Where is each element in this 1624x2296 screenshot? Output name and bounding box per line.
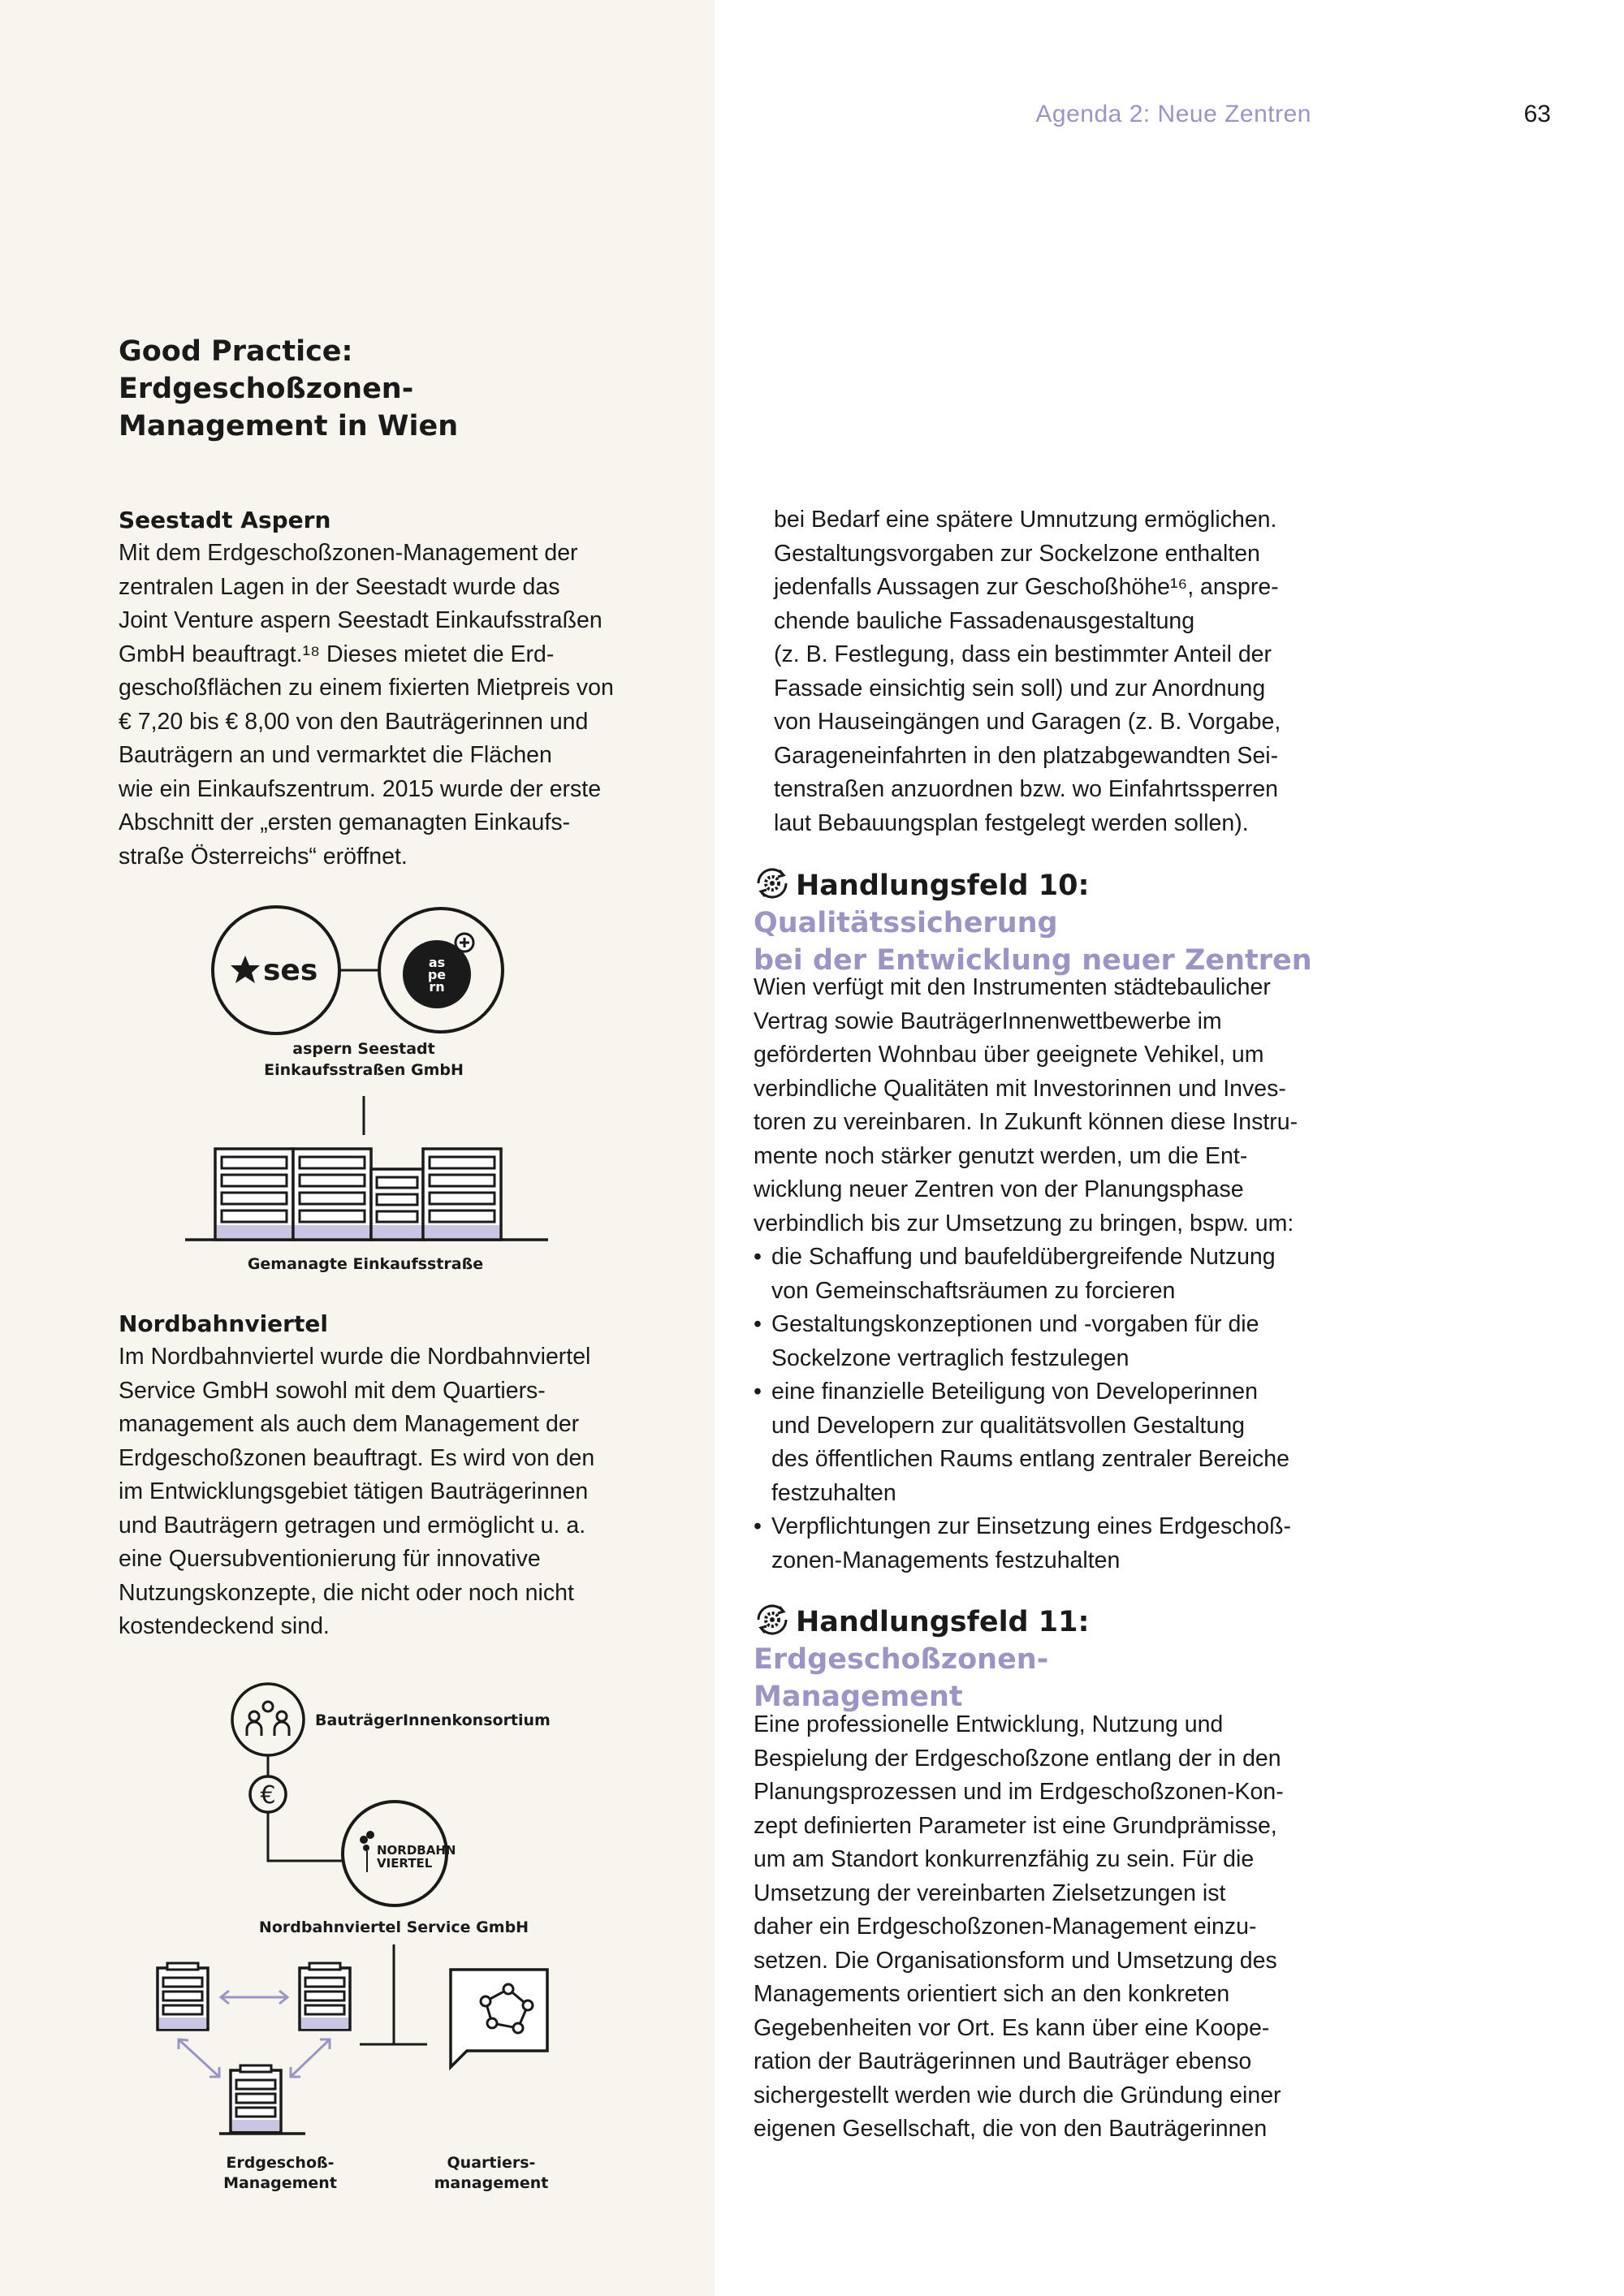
building-icon (371, 1169, 423, 1240)
text-line: von Gemeinschaftsräumen zu forcieren (771, 1277, 1176, 1304)
people-group-icon (247, 1702, 289, 1736)
text-line: Joint Venture aspern Seestadt Einkaufsstraßen (119, 607, 603, 633)
text-line: Umsetzung der vereinbarten Zielsetzungen ist (754, 1880, 1226, 1906)
nordbahn-heading: Nordbahnviertel (119, 1310, 328, 1337)
text-line: Eine professionelle Entwicklung, Nutzung und (754, 1711, 1224, 1737)
text-line: des öffentlichen Raums entlang zentraler Bereiche (771, 1446, 1289, 1472)
jv-label: Einkaufsstraßen GmbH (264, 1061, 464, 1079)
list-item (754, 1375, 1322, 1510)
gear-cycle-icon (754, 1603, 791, 1636)
text-line: eigenen Gesellschaft, die von den Bauträgerinnen (754, 2116, 1268, 2142)
text-line: tenstraßen anzuordnen bzw. wo Einfahrtssperren (774, 776, 1279, 802)
text-line: Im Nordbahnviertel wurde die Nordbahnviertel (119, 1344, 591, 1370)
handlungsfeld-title: bei der Entwicklung neuer Zentren (754, 944, 1312, 977)
street-label: Gemanagte Einkaufsstraße (247, 1255, 484, 1273)
seestadt-paragraph (119, 537, 646, 874)
text-line: kostendeckend sind. (119, 1613, 330, 1639)
aspern-logo-text: as (428, 955, 446, 970)
text-line: Sockelzone vertraglich festzulegen (771, 1344, 1129, 1371)
text-line: jedenfalls Aussagen zur Geschoßhöhe¹⁶, anspre- (774, 574, 1279, 600)
text-line: setzen. Die Organisationsform und Umsetzung des (754, 1947, 1277, 1974)
text-line: und Developern zur qualitätsvollen Gestaltung (771, 1412, 1246, 1439)
quartier-label: Quartiers- (447, 2154, 536, 2172)
handlungsfeld-11-paragraph (754, 1708, 1322, 2147)
text-line: straße Österreichs“ eröffnet. (119, 843, 408, 870)
section-title-line: Good Practice: Erdgeschoßzonen- (119, 335, 414, 405)
nordbahn-diagram (146, 1681, 601, 2192)
text-line: (z. B. Festlegung, dass ein bestimmter Anteil der (774, 641, 1272, 667)
text-line: chende bauliche Fassadenausgestaltung (774, 607, 1195, 634)
euro-icon: € (260, 1781, 276, 1810)
text-line: festzuhalten (771, 1479, 896, 1506)
double-arrow-icon (179, 2039, 219, 2077)
seestadt-block (119, 503, 646, 874)
text-line: Abschnitt der „ersten gemanagten Einkaufs- (119, 809, 571, 835)
text-line: Mit dem Erdgeschoßzonen-Management der (119, 540, 578, 566)
nordbahn-logo-text: VIERTEL (377, 1856, 433, 1871)
aspern-logo-text: pe (427, 967, 447, 982)
text-line: daher ein Erdgeschoßzonen-Management einzu- (754, 1914, 1257, 1940)
list-item (754, 1510, 1322, 1577)
text-line: verbindlich bis zur Umsetzung zu bringen, bspw. um: (754, 1210, 1294, 1236)
text-line: zonen-Managements festzuhalten (771, 1547, 1121, 1573)
text-line: Verpflichtungen zur Einsetzung eines Erdgeschoß- (771, 1513, 1292, 1539)
right-continuation (774, 503, 1326, 840)
text-line: bei Bedarf eine spätere Umnutzung ermöglichen. (774, 507, 1277, 533)
handlungsfeld-label: Handlungsfeld 10: (796, 870, 1090, 902)
text-line: Erdgeschoßzonen beauftragt. Es wird von den (119, 1444, 595, 1471)
text-line: ration der Bauträgerinnen und Bauträger ebenso (754, 2048, 1252, 2074)
quartier-label: management (434, 2174, 549, 2192)
connector-line (268, 1812, 343, 1861)
text-line: Bauträgern an und vermarktet die Flächen (119, 742, 552, 768)
jv-label: aspern Seestadt (292, 1040, 435, 1058)
text-line: Gestaltungsvorgaben zur Sockelzone enthalten (774, 540, 1260, 567)
text-line: Nutzungskonzepte, die nicht oder noch nicht (119, 1579, 574, 1606)
seestadt-diagram (179, 897, 552, 1279)
text-line: Vertrag sowie BauträgerInnenwettbewerbe im (754, 1008, 1222, 1034)
handlungsfeld-10-paragraph (754, 971, 1322, 1241)
text-line: laut Bebauungsplan festgelegt werden sollen). (774, 809, 1249, 836)
text-line: Fassade einsichtig sein soll) und zur Anordnung (774, 675, 1266, 701)
erdgeschoss-label: Erdgeschoß- (226, 2154, 335, 2172)
list-item (754, 1308, 1322, 1375)
balloon-icon (360, 1831, 374, 1872)
gear-cycle-icon (754, 867, 791, 900)
text-line: geschoßflächen zu einem fixierten Mietpreis von (119, 675, 614, 701)
service-label: Nordbahnviertel Service GmbH (258, 1918, 529, 1936)
building-icon (231, 2065, 281, 2132)
text-line: und Bauträgern getragen und ermöglicht u. a. (119, 1512, 586, 1539)
text-line: mente noch stärker genutzt werden, um die Ent- (754, 1142, 1248, 1169)
handlungsfeld-title: Qualitätssicherung (754, 907, 1058, 939)
text-line: Wien verfügt mit den Instrumenten städtebaulicher (754, 974, 1271, 1000)
section-title-line: Management in Wien (119, 410, 459, 442)
running-head: Agenda 2: Neue Zentren (1035, 101, 1311, 127)
building-icon (215, 1149, 293, 1240)
text-line: zentralen Lagen in der Seestadt wurde das (119, 573, 560, 600)
building-icon (293, 1149, 371, 1240)
bullet-list (754, 1241, 1322, 1577)
text-line: Managements orientiert sich an den konkreten (754, 1981, 1230, 2007)
nordbahn-block (119, 1307, 646, 1644)
text-line: wie ein Einkaufszentrum. 2015 wurde der erste (119, 775, 602, 802)
double-arrow-icon (291, 2039, 330, 2077)
text-line: GmbH beauftragt.¹⁸ Dieses mietet die Erd- (119, 641, 555, 667)
text-line: management als auch dem Management der (119, 1411, 580, 1437)
page-number: 63 (1523, 101, 1551, 127)
building-icon (423, 1149, 501, 1240)
text-line: Garageneinfahrten in den platzabgewandten Sei- (774, 742, 1279, 769)
text-line: sichergestellt werden wie durch die Gründung einer (754, 2082, 1281, 2108)
double-arrow-icon (221, 1991, 287, 2004)
text-line: von Hauseingängen und Garagen (z. B. Vorgabe, (774, 709, 1281, 735)
text-line: Gestaltungskonzeptionen und -vorgaben für die (771, 1311, 1259, 1337)
text-line: € 7,20 bis € 8,00 von den Bauträgerinnen und (119, 708, 589, 735)
continuation-paragraph (774, 503, 1326, 840)
building-icon (158, 1963, 208, 2030)
ses-star-icon (231, 956, 260, 983)
text-line: die Schaffung und baufeldübergreifende Nutzung (771, 1244, 1276, 1270)
text-line: geförderten Wohnbau über geeignete Vehikel, um (754, 1042, 1264, 1068)
nordbahn-logo-text: NORDBAHN (377, 1843, 456, 1858)
consortium-label: BauträgerInnenkonsortium (315, 1711, 551, 1729)
ses-logo-text: ses (263, 954, 318, 987)
handlungsfeld-label: Handlungsfeld 11: (796, 1606, 1090, 1638)
text-line: im Entwicklungsgebiet tätigen Bauträgerinnen (119, 1478, 589, 1504)
handlungsfeld-11-heading (754, 1603, 1322, 1716)
consortium-circle (232, 1684, 304, 1755)
text-line: Gegebenheiten vor Ort. Es kann über eine Koope- (754, 2014, 1270, 2041)
handlungsfeld-10-heading (754, 867, 1322, 979)
text-line: zept definierten Parameter ist eine Grundprämisse, (754, 1812, 1277, 1839)
nordbahn-paragraph (119, 1340, 646, 1644)
text-line: Service GmbH sowohl mit dem Quartiers- (119, 1377, 546, 1404)
text-line: um am Standort konkurrenzfähig zu sein. Für die (754, 1846, 1255, 1872)
text-line: Bespielung der Erdgeschoßzone entlang der in den (754, 1745, 1281, 1772)
handlungsfeld-title: Management (754, 1681, 963, 1713)
text-line: wicklung neuer Zentren von der Planungsphase (754, 1176, 1244, 1202)
erdgeschoss-label: Management (223, 2174, 337, 2192)
text-line: Planungsprozessen und im Erdgeschoßzonen-Kon- (754, 1779, 1284, 1805)
handlungsfeld-title: Erdgeschoßzonen- (754, 1643, 1049, 1676)
list-item (754, 1241, 1322, 1308)
text-line: toren zu vereinbaren. In Zukunft können diese Instru- (754, 1109, 1298, 1135)
text-line: eine Quersubventionierung für innovative (119, 1546, 541, 1572)
aspern-logo-text: rn (429, 979, 445, 995)
handlungsfeld-10-body (754, 971, 1322, 1577)
seestadt-heading: Seestadt Aspern (119, 507, 331, 533)
text-line: eine finanzielle Beteiligung von Developerinnen (771, 1379, 1258, 1405)
building-icon (300, 1963, 350, 2030)
handlungsfeld-11-body (754, 1708, 1322, 2147)
section-title (119, 333, 638, 445)
text-line: verbindliche Qualitäten mit Investorinnen und Inves- (754, 1075, 1286, 1102)
